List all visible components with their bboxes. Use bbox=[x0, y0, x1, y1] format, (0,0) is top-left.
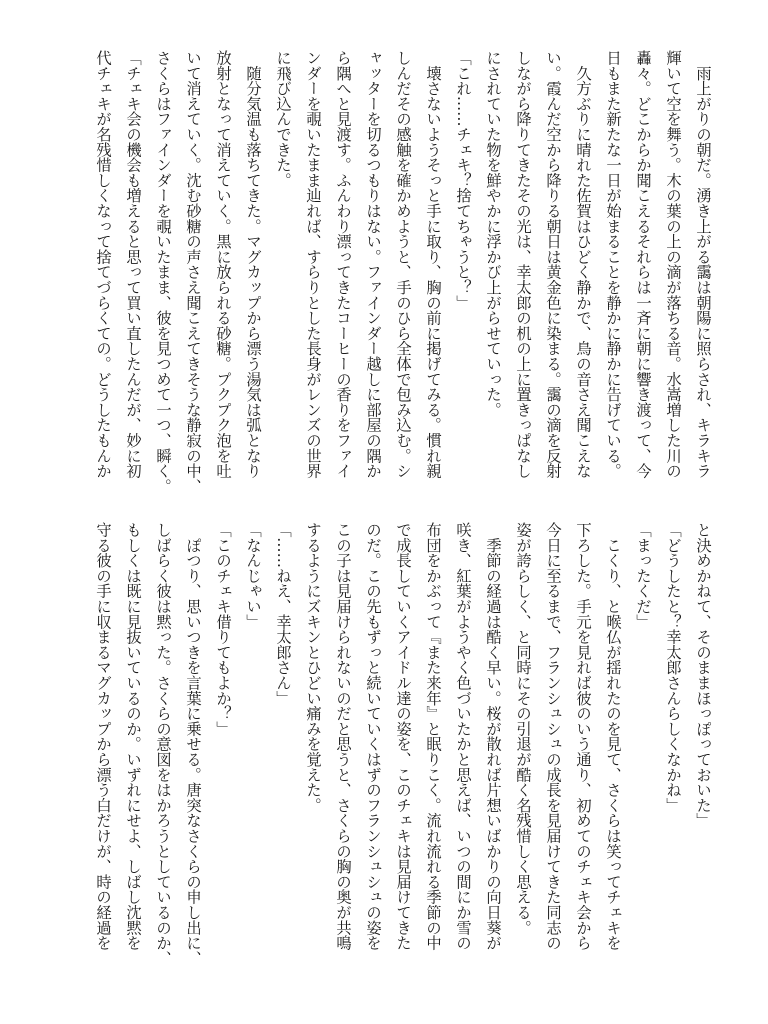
text-line: 季節の経過は酷く早い。桜が散れば片想いばかりの向日葵が bbox=[484, 522, 502, 951]
text-line: この子は見届けられないのだと思うと、さくらの胸の奥が共鳴 bbox=[334, 522, 352, 951]
text-line: さくらはファインダーを覗いたまま、彼を見つめて一つ、瞬く。 bbox=[154, 50, 172, 494]
text-line: い。霞んだ空から降りる朝日は黄金色に染まる。靄の滴を反射 bbox=[544, 50, 562, 479]
upper-text-block bbox=[88, 50, 718, 500]
text-line: 雨上がりの朝だ。湧き上がる靄は朝陽に照らされ、キラキラ bbox=[694, 50, 712, 479]
text-line: 「どうしたと？幸太郎さんらしくなかね」 bbox=[664, 522, 682, 813]
text-line: 「このチェキ借りてもよか？」 bbox=[214, 522, 232, 737]
text-line: 下ろした。手元を見れば彼のいう通り、初めてのチェキ会から bbox=[574, 522, 592, 951]
text-line: 久方ぶりに晴れた佐賀はひどく静かで、鳥の音さえ聞こえな bbox=[574, 50, 592, 479]
text-line: しながら降りてきたその光は、幸太郎の机の上に置きっぱなし bbox=[514, 50, 532, 479]
text-line: 布団をかぶって『また来年』と眠りこく。流れ流れる季節の中 bbox=[424, 522, 442, 951]
text-line: 放射となって消えていく。黒に放られる砂糖。プクプク泡を吐 bbox=[214, 50, 232, 479]
text-line: するようにズキンとひどい痛みを覚えた。 bbox=[304, 522, 322, 813]
text-line: 「なんじゃい」 bbox=[244, 522, 262, 630]
text-line: 咲き、紅葉がようやく色づいたかと思えば、いつの間にか雪の bbox=[454, 522, 472, 951]
text-line: しんだその感触を確かめようと、手のひら全体で包み込む。シ bbox=[394, 50, 412, 479]
text-line: ら隅へと見渡す。ふんわり漂ってきたコーヒーの香りをファイ bbox=[334, 50, 352, 479]
text-line: 「まったくだ」 bbox=[634, 522, 652, 630]
text-line: のだ。この先もずっと続いていくはずのフランシュシュの姿を bbox=[364, 522, 382, 951]
text-line: こくり、と喉仏が揺れたのを見て、さくらは笑ってチェキを bbox=[604, 522, 622, 951]
text-line: ぽつり、思いつきを言葉に乗せる。唐突なさくらの申し出に、 bbox=[184, 522, 202, 966]
text-line: しばらく彼は黙った。さくらの意図をはかろうとしているのか、 bbox=[154, 522, 172, 966]
text-line: もしくは既に見抜いているのか。いずれにせよ、しばし沈黙を bbox=[124, 522, 142, 951]
text-line: 「……ねえ、幸太郎さん」 bbox=[274, 522, 292, 706]
text-line: ンダーを覗いたまま辿れば、すらりとした長身がレンズの世界 bbox=[304, 50, 322, 479]
text-line: いて消えていく。沈む砂糖の声さえ聞こえてきそうな静寂の中、 bbox=[184, 50, 202, 494]
text-line: 日もまた新たな一日が始まることを静かに静かに告げている。 bbox=[604, 50, 622, 479]
text-line: 守る彼の手に収まるマグカップから漂う白だけが、時の経過を bbox=[94, 522, 112, 951]
text-line: と決めかねて、そのままほっぽっておいた」 bbox=[694, 522, 712, 828]
text-line: に飛び込んできた。 bbox=[274, 50, 292, 188]
text-line: 「これ……チェキ？捨てちゃうと？」 bbox=[454, 50, 472, 311]
text-line: 「チェキ会の機会も増えると思って買い直したんだが、妙に初 bbox=[124, 50, 142, 479]
lower-text-block bbox=[88, 522, 718, 972]
text-line: 輝いて空を舞う。木の葉の上の滴が落ちる音。水嵩増した川の bbox=[664, 50, 682, 479]
text-line: 壊さないようそっと手に取り、胸の前に掲げてみる。慣れ親 bbox=[424, 50, 442, 479]
text-line: にされていた物を鮮やかに浮かび上がらせていった。 bbox=[484, 50, 502, 418]
text-line: 代チェキが名残惜しくなって捨てづらくての。どうしたもんか bbox=[94, 50, 112, 479]
text-line: で成長していくアイドル達の姿を、このチェキは見届けてきた bbox=[394, 522, 412, 951]
text-line: 轟々。どこからか聞こえるそれらは一斉に朝に響き渡って、今 bbox=[634, 50, 652, 479]
text-line: 今日に至るまで、フランシュシュの成長を見届けてきた同志の bbox=[544, 522, 562, 951]
text-line: 随分気温も落ちてきた。マグカップから漂う湯気は弧となり bbox=[244, 50, 262, 479]
text-line: ャッターを切るつもりはない。ファインダー越しに部屋の隅か bbox=[364, 50, 382, 479]
text-line: 姿が誇らしく、と同時にその引退が酷く名残惜しく思える。 bbox=[514, 522, 532, 936]
